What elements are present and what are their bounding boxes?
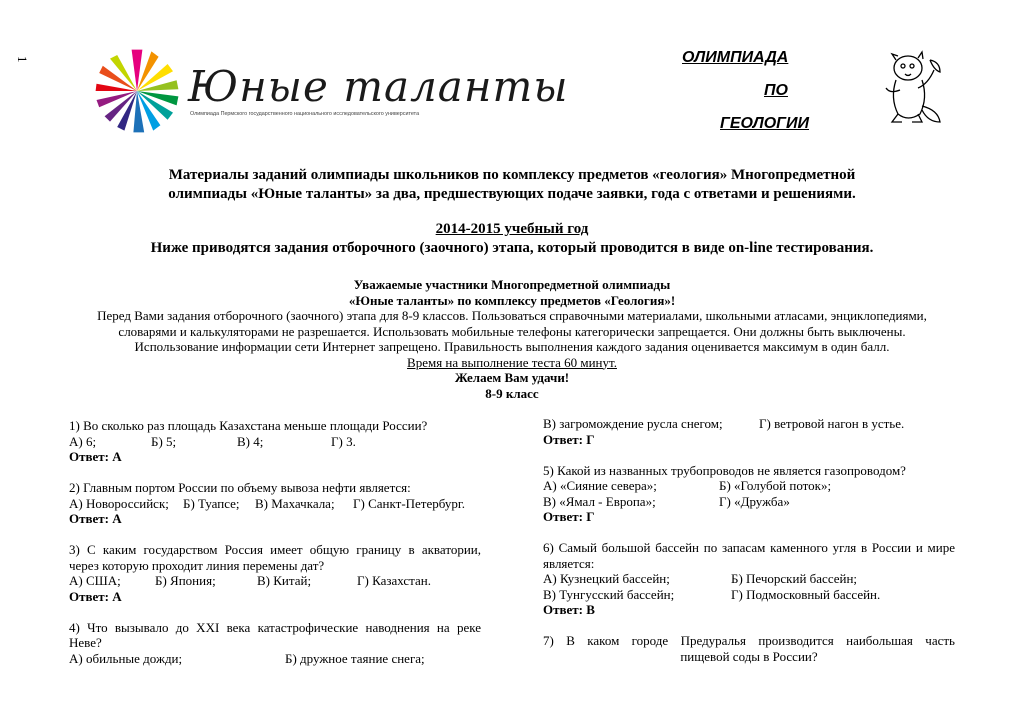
answer: Ответ: А [69, 588, 122, 604]
option-d: Г) ветровой нагон в устье. [759, 416, 905, 431]
question-text-line2: пищевой соды в России? [680, 648, 818, 664]
intro-rules-1: Перед Вами задания отборочного (заочного) этапа для 8-9 классов. Пользоваться справочными материалами, школьными атласами, энциклопедиями, [97, 308, 927, 323]
answer: Ответ: А [69, 449, 122, 464]
option-a: А) «Сияние севера»; [543, 478, 657, 493]
beaver-mascot [878, 46, 946, 130]
intro-rules-2: словарями и калькуляторами не разрешается. Использовать мобильные телефоны категорически запрещается. Они должны быть выключены. [118, 323, 906, 339]
section-subheading: Ниже приводятся задания отборочного (заочного) этапа, который проводится в виде on-line тестирования. [150, 240, 874, 256]
main-heading-line1: Материалы заданий олимпиады школьников по комплексу предметов «геология» Многопредметной [168, 167, 856, 183]
option-a: А) 6; [69, 433, 97, 449]
answer: Ответ: Г [543, 509, 595, 524]
question-text: 5) Какой из названных трубопроводов не является газопроводом? [543, 462, 906, 478]
question-7 [543, 633, 955, 664]
option-a: А) США; [69, 573, 121, 588]
option-b: Б) Туапсе; [183, 495, 240, 511]
option-c: В) загромождение русла снегом; [543, 416, 723, 431]
option-d: Г) Подмосковный бассейн. [731, 586, 881, 602]
academic-year: 2014-2015 учебный год [435, 221, 589, 237]
main-heading-line2: олимпиады «Юные таланты» за два, предшествующих подаче заявки, года с ответами и решениями. [168, 186, 856, 202]
logo-starburst [96, 50, 179, 133]
option-c: В) «Ямал - Европа»; [543, 493, 656, 509]
main-heading [60, 166, 964, 204]
option-c: В) Тунгусский бассейн; [543, 586, 675, 602]
olympiad-subject: ГЕОЛОГИИ [720, 115, 809, 132]
instructions [60, 277, 964, 401]
answer: Ответ: А [69, 511, 122, 526]
question-4 [69, 620, 481, 667]
question-text-line2: через которую проходит линия перемены дат? [69, 557, 325, 573]
option-a: А) Новороссийск; [69, 495, 169, 511]
brand-logo [92, 46, 182, 136]
answer: Ответ: В [543, 602, 595, 617]
olympiad-po: ПО [764, 82, 788, 99]
option-c: В) Махачкала; [255, 495, 335, 511]
option-d: Г) 3. [331, 433, 356, 449]
option-b: Б) Печорский бассейн; [731, 571, 858, 586]
option-b: Б) 5; [151, 433, 177, 449]
option-d: Г) «Дружба» [719, 493, 790, 509]
intro-time-limit: Время на выполнение теста 60 минут. [407, 354, 617, 370]
question-3 [69, 542, 481, 604]
intro-greeting-1: Уважаемые участники Многопредметной олимпиады [353, 277, 671, 292]
option-a: А) Кузнецкий бассейн; [543, 571, 670, 586]
question-5 [543, 463, 955, 525]
question-text-line1: 7) В каком городе Предуралья производится наибольшая часть [543, 633, 955, 648]
option-a: А) обильные дожди; [69, 650, 183, 666]
intro-rules-3: Использование информации сети Интернет запрещено. Правильность выполнения каждого задания оценивается максимум в один балл. [134, 339, 890, 354]
option-c: В) 4; [237, 433, 264, 449]
question-2 [69, 480, 481, 527]
question-text: 2) Главным портом России по объему вывоза нефти является: [69, 480, 411, 495]
section-heading [60, 220, 964, 258]
questions-right-column [543, 416, 955, 680]
olympiad-label: ОЛИМПИАДА [682, 49, 789, 66]
option-b: Б) Япония; [155, 573, 216, 588]
answer: Ответ: Г [543, 431, 595, 447]
question-text: 1) Во сколько раз площадь Казахстана меньше площади России? [69, 418, 428, 433]
questions-left-column [69, 418, 481, 682]
option-b: Б) «Голубой поток»; [719, 478, 832, 493]
option-b: Б) дружное таяние снега; [285, 650, 425, 666]
option-d: Г) Казахстан. [357, 573, 431, 588]
brand-subtitle: Олимпиада Пермского государственного национального исследовательского университета [190, 111, 420, 117]
question-text-line1: 4) Что вызывало до XXI века катастрофические наводнения на реке [69, 619, 481, 635]
question-text-line2: Неве? [69, 635, 102, 650]
grade-label: 8-9 класс [485, 385, 539, 401]
option-d: Г) Санкт-Петербург. [353, 495, 465, 511]
question-text-line1: 6) Самый большой бассейн по запасам каменного угля в России и мире [543, 540, 955, 555]
option-c: В) Китай; [257, 573, 312, 588]
intro-good-luck: Желаем Вам удачи! [454, 370, 570, 385]
brand-title: Юные таланты [188, 62, 569, 111]
page-number: 1 [15, 56, 30, 63]
question-4-continued [543, 416, 955, 447]
question-1 [69, 418, 481, 465]
question-text-line1: 3) С каким государством Россия имеет общую границу в акватории, [69, 542, 481, 557]
question-text-line2: является: [543, 555, 595, 571]
question-6 [543, 540, 955, 618]
intro-greeting-2: «Юные таланты» по комплексу предметов «Геология»! [348, 292, 676, 308]
